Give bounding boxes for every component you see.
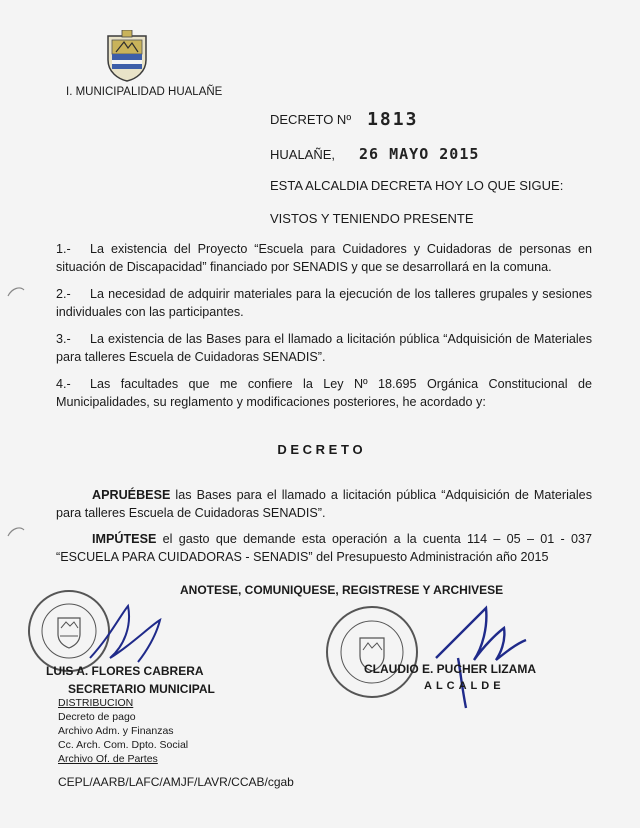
- municipality-name: I. MUNICIPALIDAD HUALAÑE: [66, 86, 223, 98]
- resolution-approve: [56, 486, 592, 522]
- item-number: 1.-: [56, 242, 71, 256]
- date-line: [270, 145, 479, 163]
- decreto-heading: D E C R E T O: [277, 442, 363, 457]
- decreto-number-line: [270, 109, 418, 130]
- list-item: [56, 375, 592, 411]
- initials-line: CEPL/AARB/LAFC/AMJF/LAVR/CCAB/cgab: [58, 775, 294, 789]
- distribution-line: Cc. Arch. Com. Dpto. Social: [58, 739, 189, 751]
- item-text: La existencia de las Bases para el llamado a licitación pública “Adquisición de Materiales para talleres Escuela de Cuidadoras SENADIS”.: [56, 332, 592, 364]
- resolution-text: el gasto que demande esta operación a la cuenta 114 – 05 – 01 - 037 “ESCUELA PARA CUIDADORAS - SENADIS” del Presupuesto Administración año 2015: [56, 532, 592, 564]
- resolution-charge: [56, 530, 592, 566]
- distribution-line: Decreto de pago: [58, 711, 136, 723]
- margin-mark: [6, 524, 26, 540]
- decreto-number: 1813: [367, 109, 419, 130]
- date-stamp: 26 MAYO 2015: [359, 145, 480, 163]
- considerations-list: [56, 240, 592, 411]
- list-item: [56, 240, 592, 276]
- distribution-line: Archivo Adm. y Finanzas: [58, 725, 174, 737]
- vistos-heading: VISTOS Y TENIENDO PRESENTE: [270, 211, 474, 226]
- resolution-verb: IMPÚTESE: [92, 532, 157, 546]
- closing-line: ANOTESE, COMUNIQUESE, REGISTRESE Y ARCHIVESE: [180, 583, 504, 597]
- item-text: Las facultades que me confiere la Ley Nº 18.695 Orgánica Constitucional de Municipalidades, su reglamento y modificaciones posteriores, he acordado y:: [56, 377, 592, 409]
- decreto-label: DECRETO Nº: [270, 112, 352, 127]
- item-number: 3.-: [56, 332, 71, 346]
- item-text: La necesidad de adquirir materiales para la ejecución de los talleres grupales y sesiones individuales con las participantes.: [56, 287, 592, 319]
- mayor-title: ALCALDE: [424, 680, 505, 692]
- mayor-name: CLAUDIO E. PUCHER LIZAMA: [364, 662, 536, 676]
- list-item: [56, 285, 592, 321]
- secretary-title: SECRETARIO MUNICIPAL: [68, 682, 215, 696]
- margin-mark: [6, 284, 26, 300]
- distribution-heading: DISTRIBUCION: [58, 697, 134, 709]
- item-number: 2.-: [56, 287, 71, 301]
- resolution-text: las Bases para el llamado a licitación pública “Adquisición de Materiales para talleres Escuela de Cuidadoras SENADIS”.: [56, 488, 592, 520]
- list-item: [56, 330, 592, 366]
- secretary-name: LUIS A. FLORES CABRERA: [46, 664, 204, 678]
- distribution-block: [58, 696, 188, 766]
- resolution-verb: APRUÉBESE: [92, 488, 171, 502]
- place-label: HUALAÑE,: [270, 146, 336, 162]
- municipal-crest-logo: [104, 30, 150, 82]
- statement: ESTA ALCALDIA DECRETA HOY LO QUE SIGUE:: [270, 178, 564, 193]
- mayor-seal: [324, 604, 420, 700]
- distribution-line: Archivo Of. de Partes: [58, 753, 158, 765]
- item-number: 4.-: [56, 377, 71, 391]
- mayor-handwritten-signature: [416, 598, 556, 718]
- item-text: La existencia del Proyecto “Escuela para Cuidadores y Cuidadoras de personas en situación de Discapacidad” financiado por SENADIS y que se desarrollará en la comuna.: [56, 242, 592, 274]
